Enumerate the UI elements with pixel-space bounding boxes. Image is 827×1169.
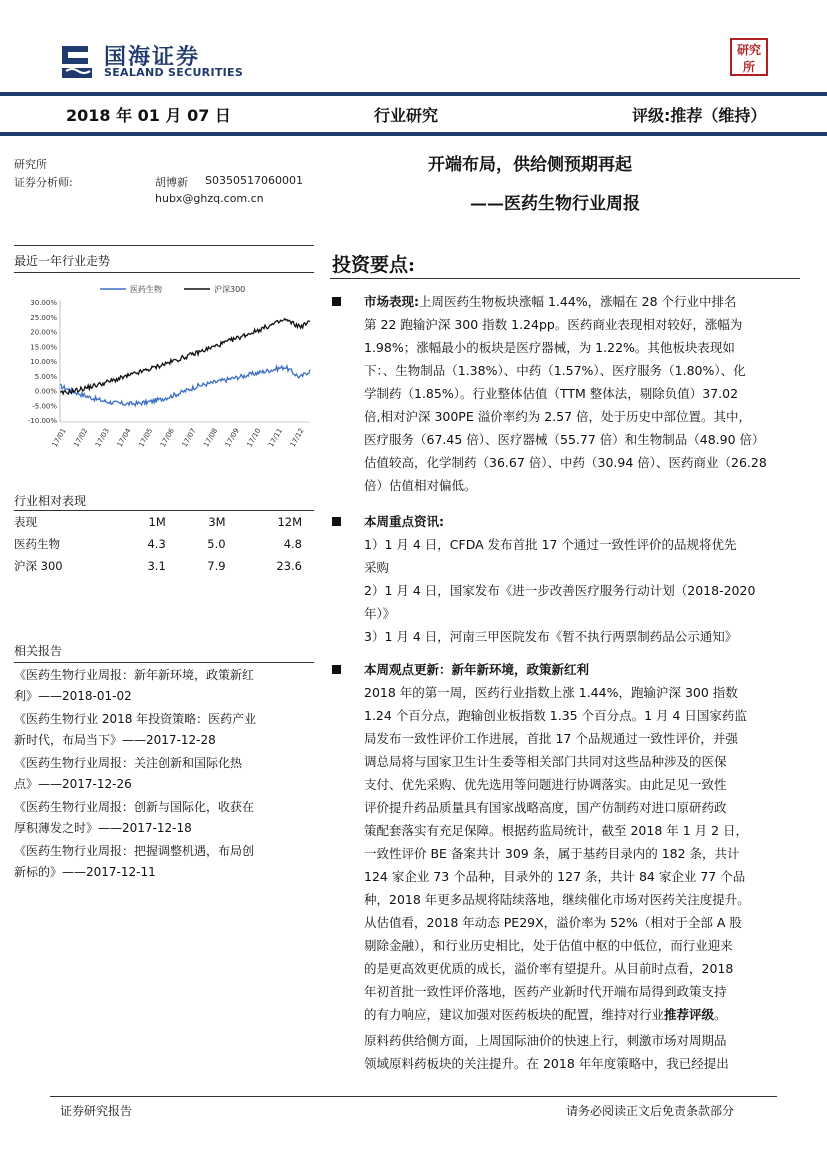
table-header-cell: 12M (277, 515, 302, 529)
body-line: 年初首批一致性评价落地，医药产业新时代开端布局得到政策支持 (364, 984, 727, 999)
y-tick-label: 20.00% (30, 328, 57, 337)
x-tick-label: 17/09 (223, 427, 241, 449)
legend-a-label: 医药生物 (130, 285, 162, 294)
divider (14, 510, 314, 511)
news-head: 本周重点资讯: (364, 514, 444, 529)
y-tick-label: -10.00% (27, 417, 57, 425)
x-tick-label: 17/04 (115, 427, 133, 449)
series-line-hs300 (60, 319, 310, 394)
bullet-icon (332, 665, 341, 674)
report-subtitle: ——医药生物行业周报 (470, 194, 640, 214)
analyst-email[interactable]: hubx@ghzq.com.cn (155, 192, 264, 205)
news-line: 2）1 月 4 日，国家发布《进一步改善医疗服务行动计划（2018-2020 (364, 583, 756, 598)
related-report-line: 《医药生物行业周报：新年新环境，政策新红 (14, 668, 255, 682)
body-line: 124 家企业 73 个品种，目录外的 127 条，共计 84 家企业 77 个品 (364, 869, 746, 884)
y-tick-label: 15.00% (30, 343, 57, 352)
divider (14, 662, 314, 663)
table-header-cell: 表现 (14, 515, 37, 529)
body-line: 原料药供给侧方面，上周国际油价的快速上行，刺激市场对周期品 (364, 1033, 727, 1048)
x-tick-label: 17/11 (267, 427, 285, 449)
body-line: 1.24 个百分点，跑输创业板指数 1.35 个百分点。1 月 4 日国家药监 (364, 708, 747, 723)
relative-performance-table (14, 514, 310, 580)
y-tick-label: 0.00% (34, 387, 57, 396)
seal-text: 研究所 (736, 43, 761, 74)
table-cell: 医药生物 (14, 537, 60, 551)
footer-right-text: 请务必阅读正文后免责条款部分 (566, 1104, 735, 1118)
related-report-item[interactable] (14, 841, 314, 883)
body-line: 下：、生物制品（1.38%）、中药（1.57%）、医疗服务（1.80%）、化 (364, 363, 746, 378)
body-line: 领域原料药板块的关注提升。在 2018 年年度策略中，我已经提出 (364, 1056, 729, 1071)
x-tick-label: 17/03 (93, 427, 112, 449)
table-header-cell: 1M (148, 515, 166, 529)
body-line: 。 (714, 1007, 727, 1022)
related-report-line: 《医药生物行业周报：关注创新和国际化热 (14, 756, 243, 770)
analyst-role-label: 证券分析师: (14, 176, 73, 189)
market-section (364, 290, 792, 497)
report-rating: 评级:推荐（维持） (632, 106, 767, 125)
x-tick-label: 17/01 (50, 427, 68, 449)
divider (14, 245, 314, 246)
body-line: 评价提升药品质量具有国家战略高度，国产仿制药对进口原研药政 (364, 800, 727, 815)
related-report-line: 点》——2017-12-26 (14, 777, 132, 791)
body-line: 从估值看，2018 年动态 PE29X，溢价率为 52%（相对于全部 A 股 (364, 915, 742, 930)
y-tick-label: -5.00% (32, 402, 57, 411)
table-header-cell: 3M (208, 515, 226, 529)
research-seal (730, 38, 768, 76)
table-cell: 23.6 (276, 559, 302, 573)
trend-section-title: 最近一年行业走势 (14, 254, 111, 268)
analyst-cert-no: S0350517060001 (205, 174, 303, 187)
x-tick-label: 17/02 (72, 427, 90, 449)
related-report-line: 《医药生物行业周报：创新与国际化，收获在 (14, 800, 255, 814)
market-head: 市场表现: (364, 294, 419, 309)
analyst-org: 研究所 (14, 158, 47, 171)
body-line: 支付、优先采购、优先选用等问题进行协调落实。由此足见一致性 (364, 777, 727, 792)
table-cell: 4.8 (283, 537, 302, 551)
table-row (14, 558, 310, 580)
body-line: 上周医药生物板块涨幅 1.44%，涨幅在 28 个行业中排名 (419, 294, 737, 309)
related-report-line: 新标的》——2017-12-11 (14, 865, 156, 879)
body-line: 倍）估值相对偏低。 (364, 478, 477, 493)
divider (14, 272, 314, 273)
table-row (14, 536, 310, 558)
body-line: 一致性评价 BE 备案共计 309 条，属于基药目录内的 182 条，共计 (364, 846, 740, 861)
news-line: 年）》 (364, 606, 396, 621)
analyst-name: 胡博新 (155, 176, 188, 189)
body-line: 的是更高效更优质的成长，溢价率有望提升。从目前时点看，2018 (364, 961, 734, 976)
report-category: 行业研究 (374, 106, 439, 125)
related-report-line: 《医药生物行业 2018 年投资策略：医药产业 (14, 712, 257, 726)
industry-trend-chart (14, 280, 314, 470)
body-line: 的有力响应，建议加强对医药板块的配置，维持对行业 (364, 1007, 665, 1022)
rating-emphasis: 推荐评级 (664, 1007, 715, 1022)
table-cell: 沪深 300 (14, 559, 63, 573)
body-line: 策配套落实有充足保障。根据药监局统计，截至 2018 年 1 月 2 日， (364, 823, 749, 838)
y-tick-label: 10.00% (30, 358, 57, 366)
view-section (364, 658, 792, 681)
sealand-logo-icon (58, 42, 96, 82)
related-report-line: 利》——2018-01-02 (14, 689, 132, 703)
report-date: 2018 年 01 月 07 日 (66, 106, 231, 125)
x-tick-label: 17/06 (158, 427, 176, 449)
bullet-icon (332, 517, 341, 526)
footer-left-text: 证券研究报告 (60, 1104, 133, 1118)
table-cell: 7.9 (207, 559, 226, 573)
related-report-item[interactable] (14, 797, 314, 839)
news-section (364, 510, 792, 648)
body-line: 第 22 跑输沪深 300 指数 1.24pp。医药商业表现相对较好，涨幅为 (364, 317, 743, 332)
related-report-item[interactable] (14, 665, 314, 707)
logo-en-text: SEALAND SECURITIES (104, 66, 244, 79)
supply-section (364, 1029, 792, 1075)
view-head: 本周观点更新：新年新环境，政策新红利 (364, 662, 590, 677)
view-body (364, 681, 792, 1026)
relative-section-title: 行业相对表现 (14, 494, 87, 508)
body-line: 调总局将与国家卫生计生委等相关部门共同对这些品种涉及的医保 (364, 754, 727, 769)
related-report-item[interactable] (14, 753, 314, 795)
bullet-icon (332, 297, 341, 306)
footer-divider (50, 1096, 777, 1097)
related-report-line: 厚积薄发之时》——2017-12-18 (14, 821, 192, 835)
y-tick-label: 25.00% (30, 313, 57, 322)
related-report-line: 新时代，布局当下》——2017-12-28 (14, 733, 216, 747)
invest-heading: 投资要点: (332, 254, 416, 276)
x-tick-label: 17/07 (180, 427, 198, 449)
table-cell: 3.1 (147, 559, 166, 573)
x-tick-label: 17/12 (288, 427, 306, 449)
body-line: 1.98%；涨幅最小的板块是医疗器械，为 1.22%。其他板块表现如 (364, 340, 735, 355)
news-line: 3）1 月 4 日，河南三甲医院发布《暂不执行两票制药品公示通知》 (364, 629, 738, 644)
body-line: 医疗服务（67.45 倍）、医疗器械（55.77 倍）和生物制品（48.90 倍） (364, 432, 765, 447)
x-tick-label: 17/05 (137, 427, 155, 449)
related-section-title: 相关报告 (14, 644, 63, 658)
table-cell: 4.3 (147, 537, 166, 551)
table-cell: 5.0 (207, 537, 226, 551)
body-line: 学制药（1.85%）。行业整体估值（TTM 整体法，剔除负值）37.02 (364, 386, 739, 401)
body-line: 剔除金融），和行业历史相比，处于估值中枢的中低位，而行业迎来 (364, 938, 733, 953)
report-title: 开端布局，供给侧预期再起 (428, 155, 632, 175)
news-line: 1）1 月 4 日，CFDA 发布首批 17 个通过一致性评价的品规将优先 (364, 537, 737, 552)
table-header-row (14, 514, 310, 536)
y-tick-label: 30.00% (30, 299, 57, 307)
related-report-item[interactable] (14, 709, 314, 751)
divider (330, 278, 800, 279)
related-report-line: 《医药生物行业周报：把握调整机遇，布局创 (14, 844, 255, 858)
y-tick-label: 5.00% (34, 372, 57, 381)
body-line: 估值较高，化学制药（36.67 倍）、中药（30.94 倍）、医药商业（26.28 (364, 455, 767, 470)
x-tick-label: 17/10 (245, 427, 263, 449)
news-line: 采购 (364, 560, 390, 575)
body-line: 种，2018 年更多品规将陆续落地，继续催化市场对医药关注度提升。 (364, 892, 750, 907)
body-line: 局发布一致性评价工作进展，首批 17 个品规通过一致性评价，并强 (364, 731, 738, 746)
body-line: 倍,相对沪深 300PE 溢价率约为 2.57 倍，处于历史中部位置。其中， (364, 409, 751, 424)
legend-b-label: 沪深300 (214, 285, 246, 294)
body-line: 2018 年的第一周，医药行业指数上涨 1.44%，跑输沪深 300 指数 (364, 685, 738, 700)
x-tick-label: 17/08 (202, 427, 220, 449)
logo-cn-text: 国海证券 (104, 45, 201, 70)
